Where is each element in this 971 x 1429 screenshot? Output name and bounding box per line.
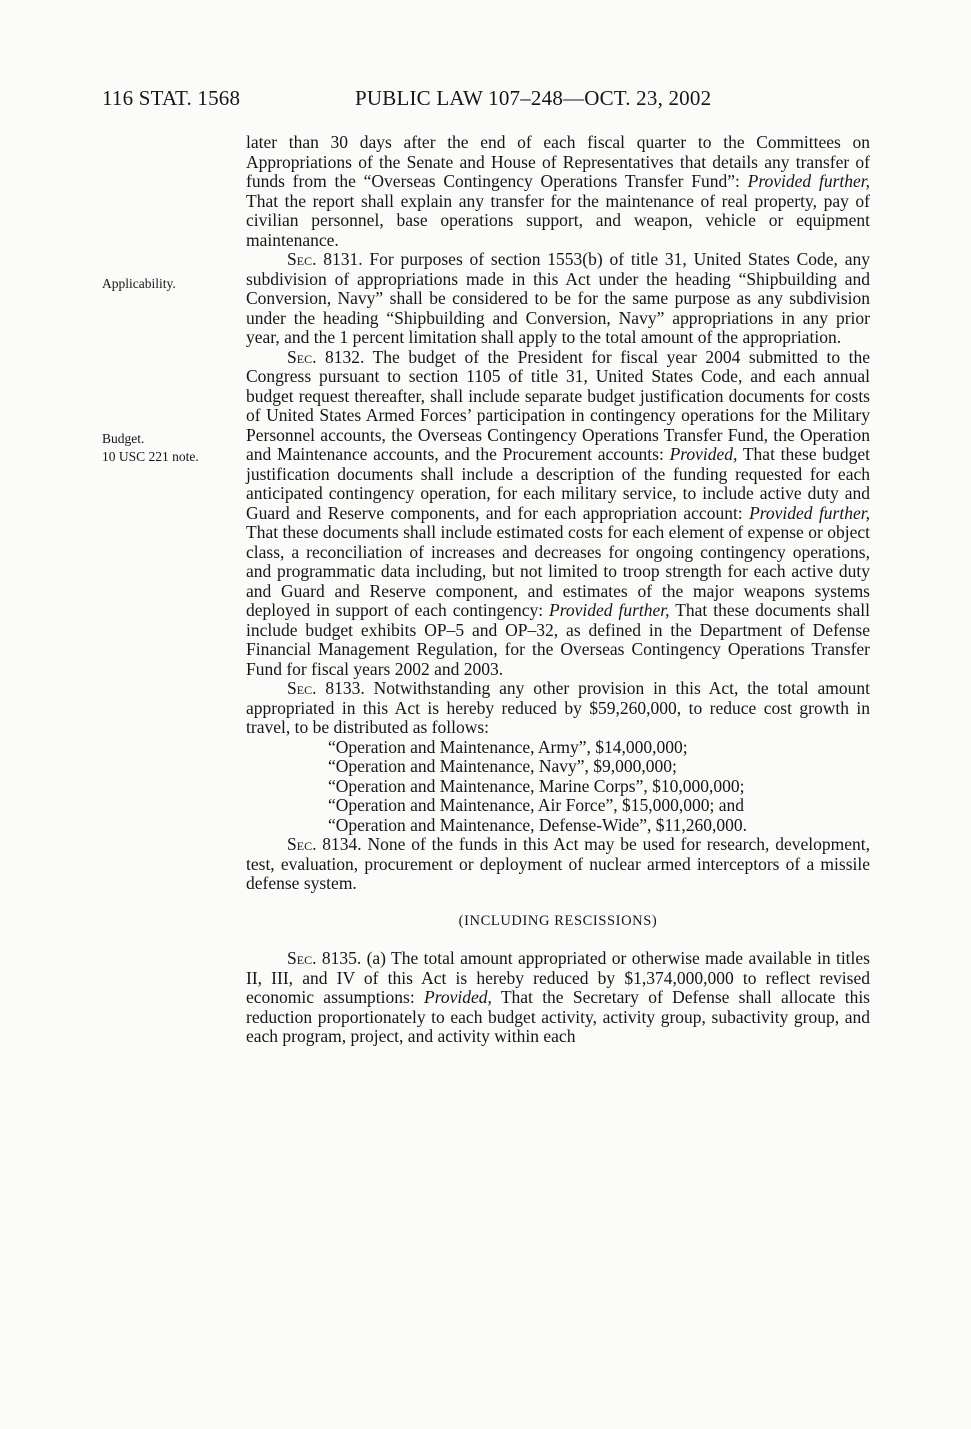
proviso: Provided, [669, 444, 738, 464]
distribution-item: “Operation and Maintenance, Marine Corps”, $10,000,000; [328, 775, 745, 796]
section-label: Sec. 8134. [287, 834, 362, 854]
carryover-paragraph [246, 133, 870, 250]
margin-note-applicability: Applicability. [102, 276, 176, 291]
public-law-citation: PUBLIC LAW 107–248—OCT. 23, 2002 [355, 86, 712, 110]
section-text: That the Secretary of Defense shall allocate this reduction proportionately to each budget activity, activity group, subactivity group, and each program, project, and activity within each [246, 987, 870, 1046]
section-text: That these documents shall include estimated costs for each element of expense or object class, a reconciliation of increases and decreases for ongoing contingency operations, and programmatic data including, but not limited to troop strength for each active duty and Guard and Reserve component, and estimates of the major weapons systems deployed in support of each contingency: [246, 522, 870, 620]
distribution-item: “Operation and Maintenance, Navy”, $9,000,000; [328, 756, 677, 776]
statute-body [246, 133, 870, 1047]
section-label: Sec. 8135. [287, 948, 362, 968]
section-text: For purposes of section 1553(b) of title 31, United States Code, any subdivision of appropriations made in this Act under the heading “Shipbuilding and Conversion, Navy” shall be considered to be for the same purpose as any subdivision under the heading “Shipbuilding and Conversion, Navy” appropriations in any prior year, and the 1 percent limitation shall apply to the total amount of the appropriation. [246, 249, 870, 347]
section-8131 [246, 250, 870, 348]
carryover-proviso: Provided further, [747, 171, 871, 191]
section-text: Notwithstanding any other provision in this Act, the total amount appropriated in this Act is hereby reduced by $59,260,000, to reduce cost growth in travel, to be distributed as follows: [246, 678, 870, 737]
section-8132 [246, 348, 870, 680]
section-8134 [246, 835, 870, 894]
rescissions-heading: (INCLUDING RESCISSIONS) [458, 912, 658, 929]
carryover-text-1: later than 30 days after the end of each fiscal quarter to the Committees on Appropriations of the Senate and House of Representatives that details any transfer of funds from the “Overseas Contingency Operations Transfer Fund”: [246, 132, 870, 191]
section-label: Sec. 8131. [287, 249, 363, 269]
section-text: (a) The total amount appropriated or otherwise made available in titles II, III, and IV of this Act is hereby reduced by $1,374,000,000 to reflect revised economic assumptions: [246, 948, 870, 1007]
distribution-item: “Operation and Maintenance, Army”, $14,000,000; [328, 736, 688, 757]
section-text: The budget of the President for fiscal year 2004 submitted to the Congress pursuant to section 1105 of title 31, United States Code, and each annual budget request thereafter, shall include separate budget justification documents for costs of United States Armed Forces’ participation in contingency operations for the Military Personnel accounts, the Overseas Contingency Operations Transfer Fund, the Operation and Maintenance accounts, and the Procurement accounts: [246, 346, 870, 464]
section-8133 [246, 679, 870, 738]
distribution-item: “Operation and Maintenance, Defense-Wide”, $11,260,000. [328, 814, 747, 835]
margin-note-usc: 10 USC 221 note. [102, 449, 199, 464]
margin-note-budget: Budget. [102, 431, 145, 446]
proviso: Provided further, [749, 502, 870, 523]
section-text: That these documents shall include budget exhibits OP–5 and OP–32, as defined in the Department of Defense Financial Management Regulation, for the Overseas Contingency Operations Transfer Fund for fiscal years 2002 and 2003. [246, 600, 870, 679]
section-text: That these budget justification documents shall include a description of the funding requested for each anticipated contingency operation, for each military service, to include active duty and Guard and Reserve components, and for each appropriation account: [246, 444, 870, 523]
section-label: Sec. 8132. [287, 346, 365, 367]
page-citation: 116 STAT. 1568 [102, 86, 241, 110]
section-text: None of the funds in this Act may be used for research, development, test, evaluation, procurement or deployment of nuclear armed interceptors of a missile defense system. [246, 834, 870, 893]
carryover-text-2: That the report shall explain any transfer for the maintenance of real property, pay of civilian personnel, base operations support, and weapon, vehicle or equipment maintenance. [246, 190, 870, 250]
proviso: Provided, [424, 987, 492, 1007]
section-label: Sec. 8133. [287, 678, 365, 698]
section-8135 [246, 949, 870, 1047]
distribution-item: “Operation and Maintenance, Air Force”, $15,000,000; and [328, 795, 744, 815]
proviso: Provided further, [549, 600, 670, 620]
